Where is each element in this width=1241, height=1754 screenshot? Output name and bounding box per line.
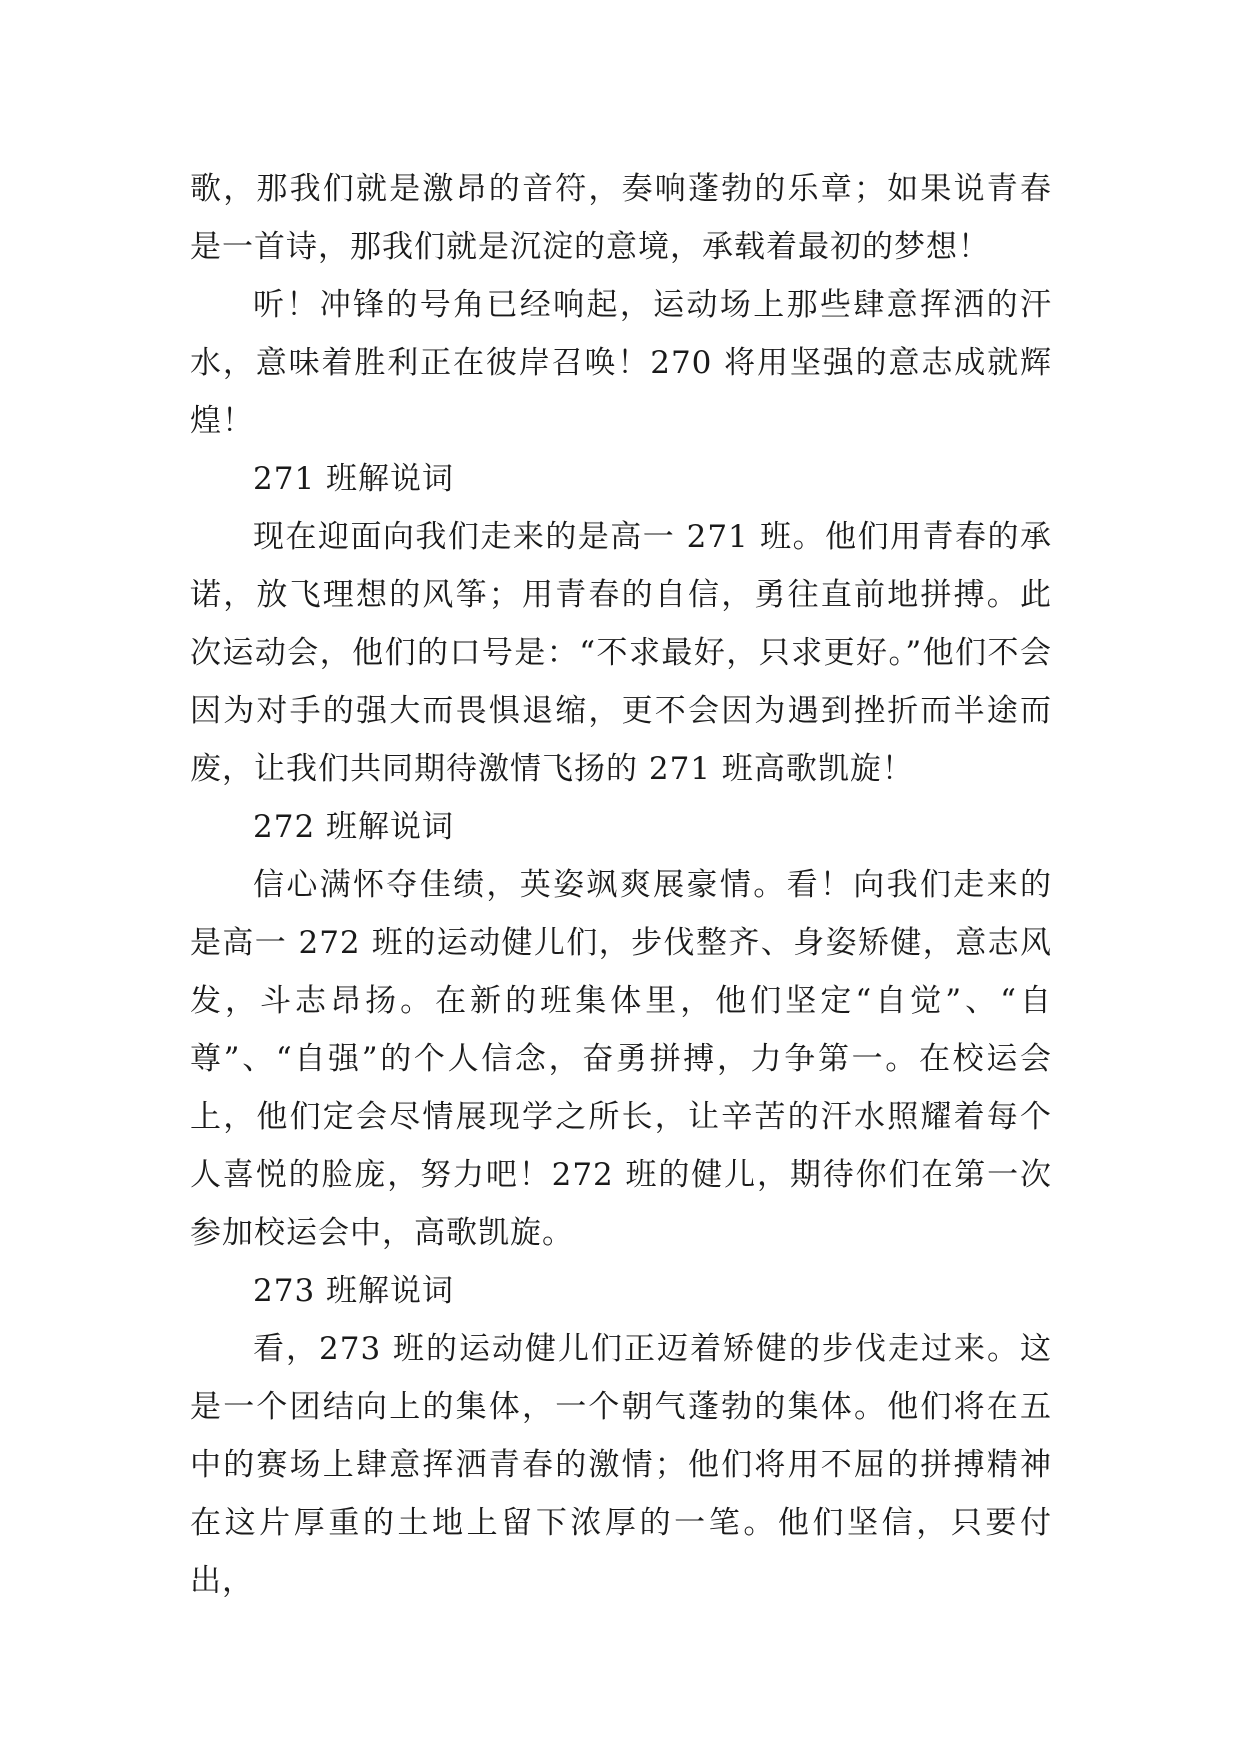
heading-272: 272 班解说词 (253, 809, 455, 845)
heading-273: 273 班解说词 (253, 1273, 455, 1309)
paragraph-272: 信心满怀夺佳绩，英姿飒爽展豪情。看！向我们走来的是高一 272 班的运动健儿们，步伐整齐、身姿矫健，意志风发，斗志昂扬。在新的班集体里，他们坚定“自觉”、“自尊”、“自强”的个人信念，奋勇拼搏，力争第一。在校运会上，他们定会尽情展现学之所长，让辛苦的汗水照耀着每个人喜悦的脸庞，努力吧！272 班的健儿，期待你们在第一次参加校运会中，高歌凯旋。 (190, 867, 1052, 1251)
paragraph-273: 看，273 班的运动健儿们正迈着矫健的步伐走过来。这是一个团结向上的集体，一个朝气蓬勃的集体。他们将在五中的赛场上肆意挥洒青春的激情；他们将用不屈的拼搏精神在这片厚重的土地上留下浓厚的一笔。他们坚信，只要付出， (190, 1331, 1052, 1599)
paragraph-270-closing: 听！冲锋的号角已经响起，运动场上那些肆意挥洒的汗水，意味着胜利正在彼岸召唤！270 将用坚强的意志成就辉煌！ (190, 287, 1052, 439)
paragraph-continuation: 歌，那我们就是激昂的音符，奏响蓬勃的乐章；如果说青春是一首诗，那我们就是沉淀的意境，承载着最初的梦想！ (190, 171, 1052, 265)
paragraph-271: 现在迎面向我们走来的是高一 271 班。他们用青春的承诺，放飞理想的风筝；用青春的自信，勇往直前地拼搏。此次运动会，他们的口号是：“不求最好，只求更好。”他们不会因为对手的强大而畏惧退缩，更不会因为遇到挫折而半途而废，让我们共同期待激情飞扬的 271 班高歌凯旋！ (190, 519, 1052, 787)
document-body (190, 160, 1052, 1610)
heading-271: 271 班解说词 (253, 461, 455, 497)
